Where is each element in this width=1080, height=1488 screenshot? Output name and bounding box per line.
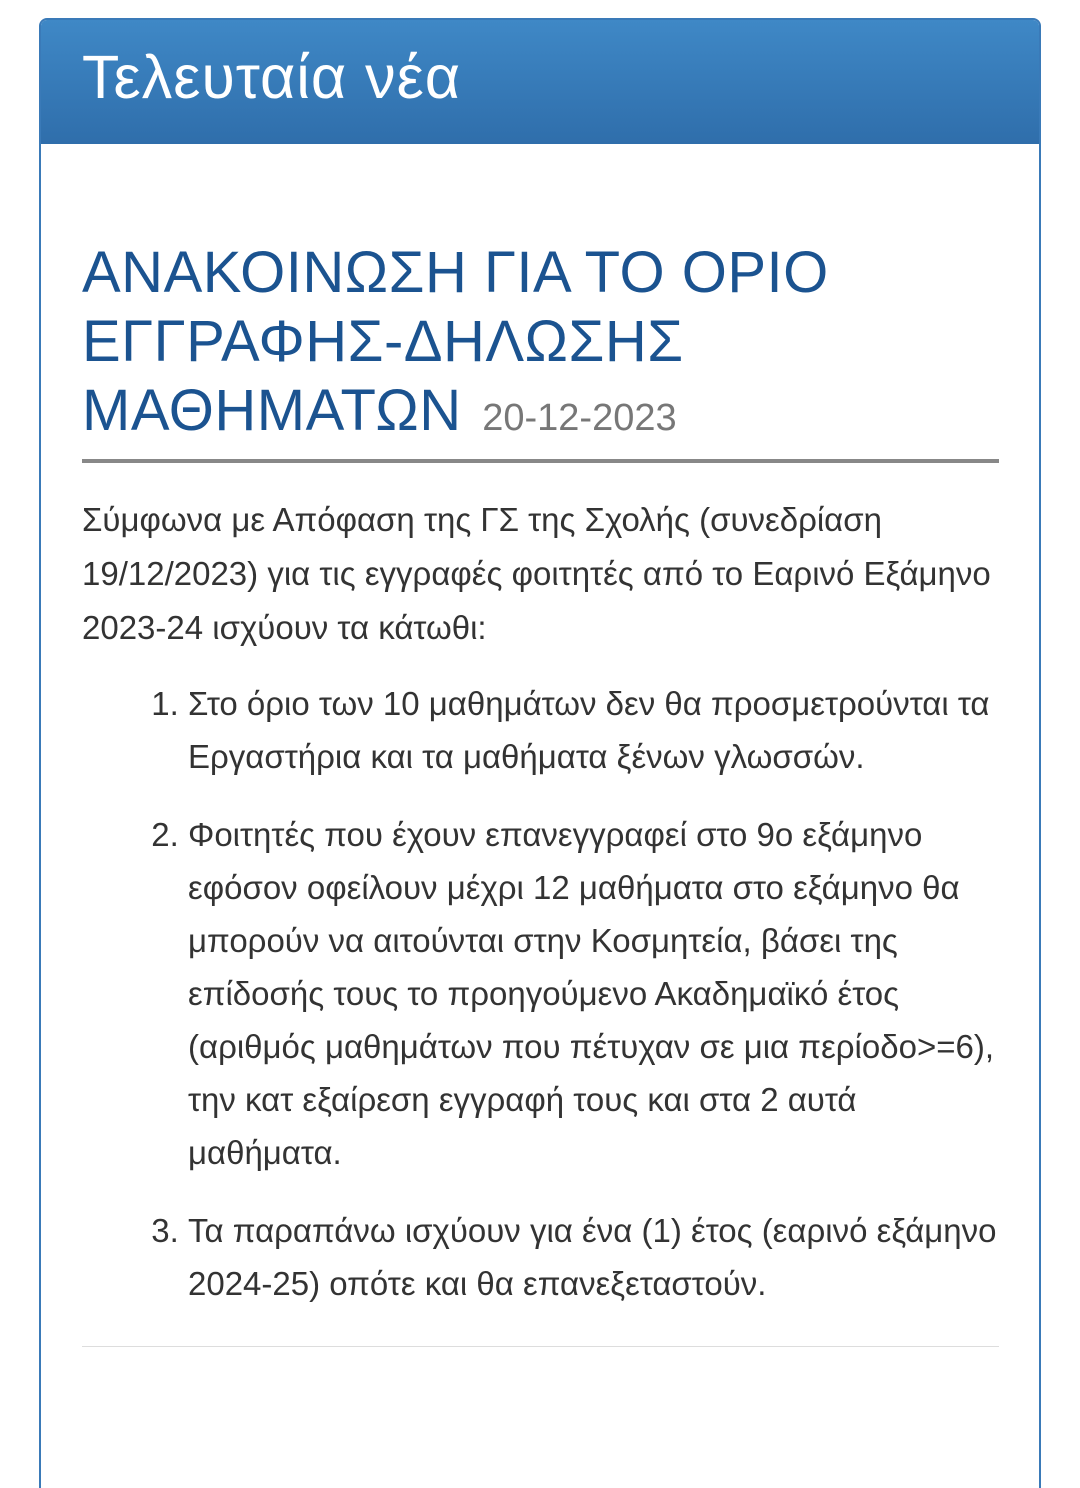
list-item: 3. Τα παραπάνω ισχύουν για ένα (1) έτος (εαρινό εξάμηνο 2024-25) οπότε και θα επανεξεταστούν. <box>188 1204 999 1310</box>
announcement-heading <box>82 238 999 463</box>
news-panel <box>39 18 1041 1488</box>
list-item: 1. Στο όριο των 10 μαθημάτων δεν θα προσμετρούνται τα Εργαστήρια και τα μαθήματα ξένων γλωσσών. <box>188 677 999 783</box>
divider <box>82 1346 999 1347</box>
announcement-intro: Σύμφωνα με Απόφαση της ΓΣ της Σχολής (συνεδρίαση 19/12/2023) για τις εγγραφές φοιτητές από το Εαρινό Εξάμηνο 2023-24 ισχύουν τα κάτωθι: <box>82 501 991 646</box>
list-item: 2. Φοιτητές που έχουν επανεγγραφεί στο 9ο εξάμηνο εφόσον οφείλουν μέχρι 12 μαθήματα στο εξάμηνο θα μπορούν να αιτούνται στην Κοσμητεία, βάσει της επίδοσής τους το προηγούμενο Ακαδημαϊκό έτος (αριθμός μαθημάτων που πέτυχαν σε μια περίοδο>=6), την κατ εξαίρεση εγγραφή τους και στα 2 αυτά μαθήματα. <box>188 808 999 1179</box>
rules-list <box>82 677 999 1310</box>
announcement-title-link[interactable]: ΑΝΑΚΟΙΝΩΣΗ ΓΙΑ ΤΟ ΟΡΙΟ ΕΓΓΡΑΦΗΣ-ΔΗΛΩΣΗΣ ΜΑΘΗΜΑΤΩΝ <box>82 240 829 443</box>
panel-body <box>41 238 1039 1347</box>
panel-title: Τελευταία νέα <box>82 43 462 111</box>
panel-header <box>41 20 1039 144</box>
announcement-date: 20-12-2023 <box>482 397 677 439</box>
